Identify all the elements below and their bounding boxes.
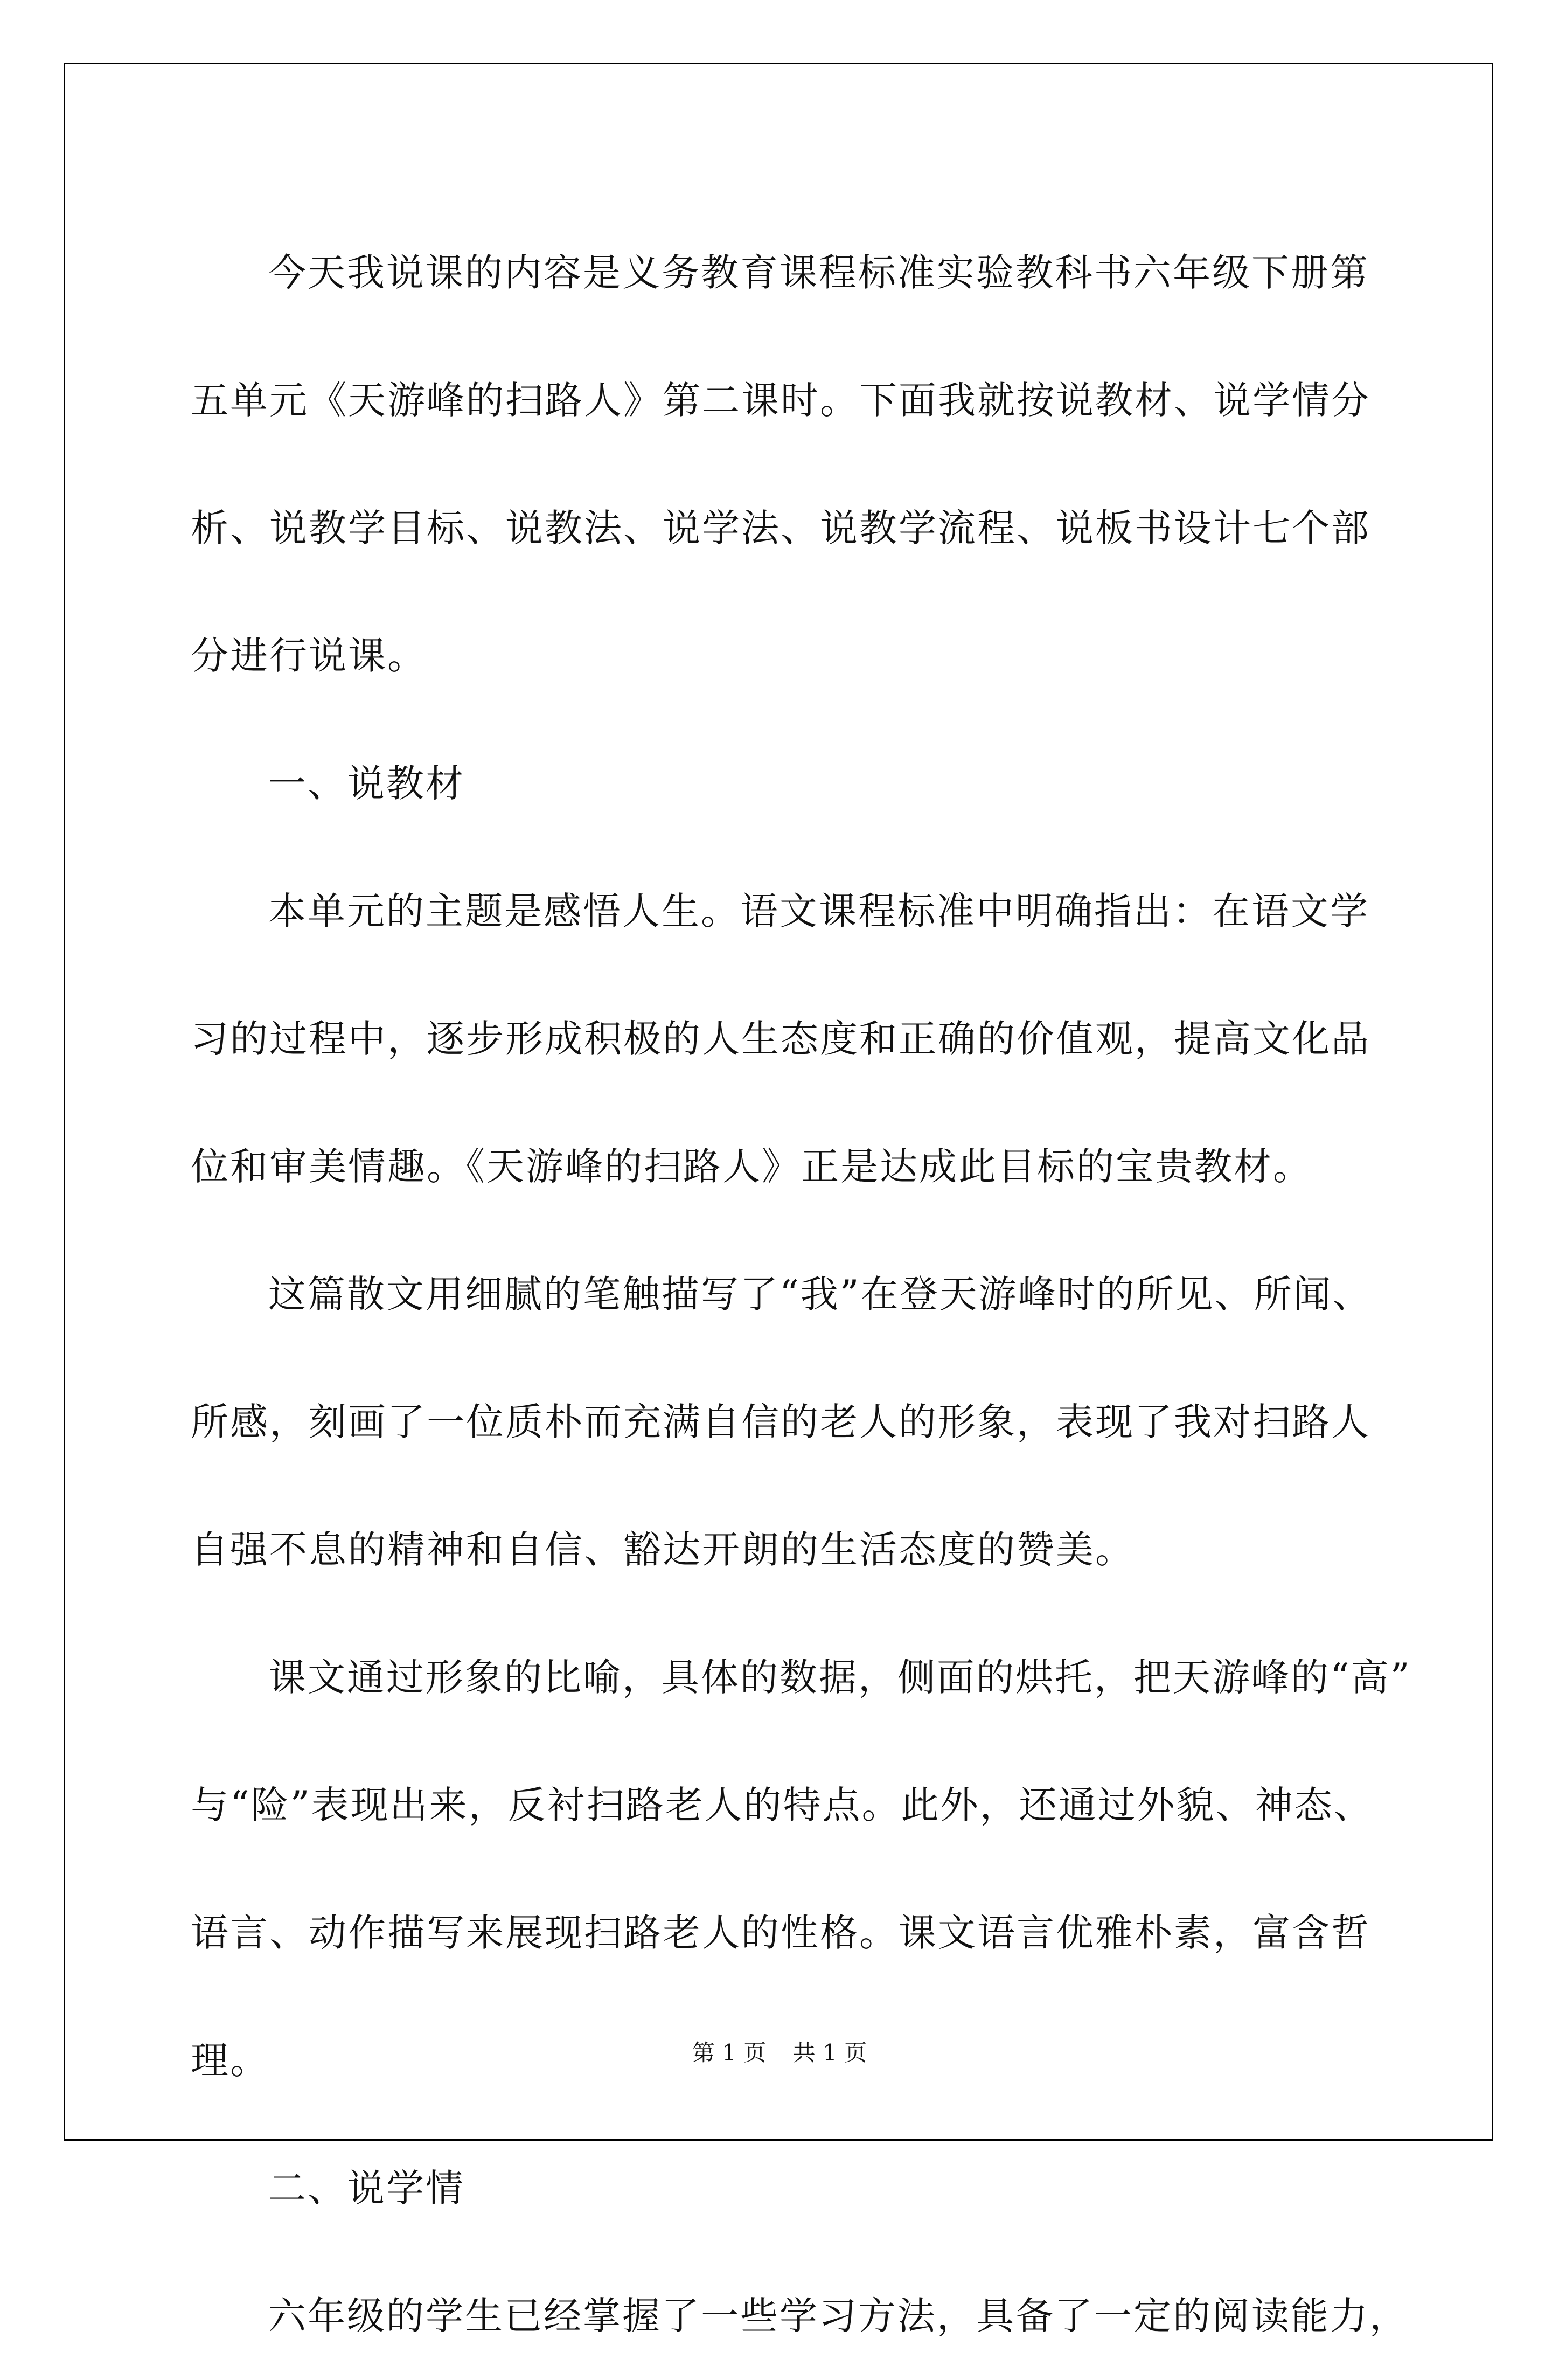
text-line: 课文通过形象的比喻，具体的数据，侧面的烘托，把天游峰的“高” [268,1655,1411,1699]
text-line: 所感，刻画了一位质朴而充满自信的老人的形象，表现了我对扫路人 [191,1400,1370,1444]
text-line: 自强不息的精神和自信、豁达开朗的生活态度的赞美。 [191,1528,1135,1572]
text-line: 习的过程中，逐步形成积极的人生态度和正确的价值观，提高文化品 [191,1017,1370,1061]
section-heading: 二、说学情 [268,2166,465,2210]
text-line: 位和审美情趣。《天游峰的扫路人》正是达成此目标的宝贵教材。 [191,1144,1312,1189]
text-line: 本单元的主题是感悟人生。语文课程标准中明确指出：在语文学 [268,889,1369,933]
text-line: 分进行说课。 [191,634,427,678]
text-line: 今天我说课的内容是义务教育课程标准实验教科书六年级下册第 [268,251,1369,295]
text-line: 六年级的学生已经掌握了一些学习方法，具备了一定的阅读能力， [268,2294,1409,2338]
text-line: 五单元《天游峰的扫路人》第二课时。下面我就按说教材、说学情分 [191,378,1370,422]
page-total: 共 1 页 [792,2039,867,2066]
page-number: 第 1 页 [692,2039,767,2066]
page-footer [0,2037,1559,2069]
text-line: 与“险”表现出来，反衬扫路老人的特点。此外，还通过外貌、神态、 [191,1783,1373,1827]
text-line: 理。 [191,2038,269,2083]
text-line: 析、说教学目标、说教法、说学法、说教学流程、说板书设计七个部 [191,506,1370,550]
text-line: 这篇散文用细腻的笔触描写了“我”在登天游峰时的所见、所闻、 [268,1272,1372,1316]
text-line: 语言、动作描写来展现扫路老人的性格。课文语言优雅朴素，富含哲 [191,1911,1370,1955]
section-heading: 一、说教材 [268,761,465,806]
